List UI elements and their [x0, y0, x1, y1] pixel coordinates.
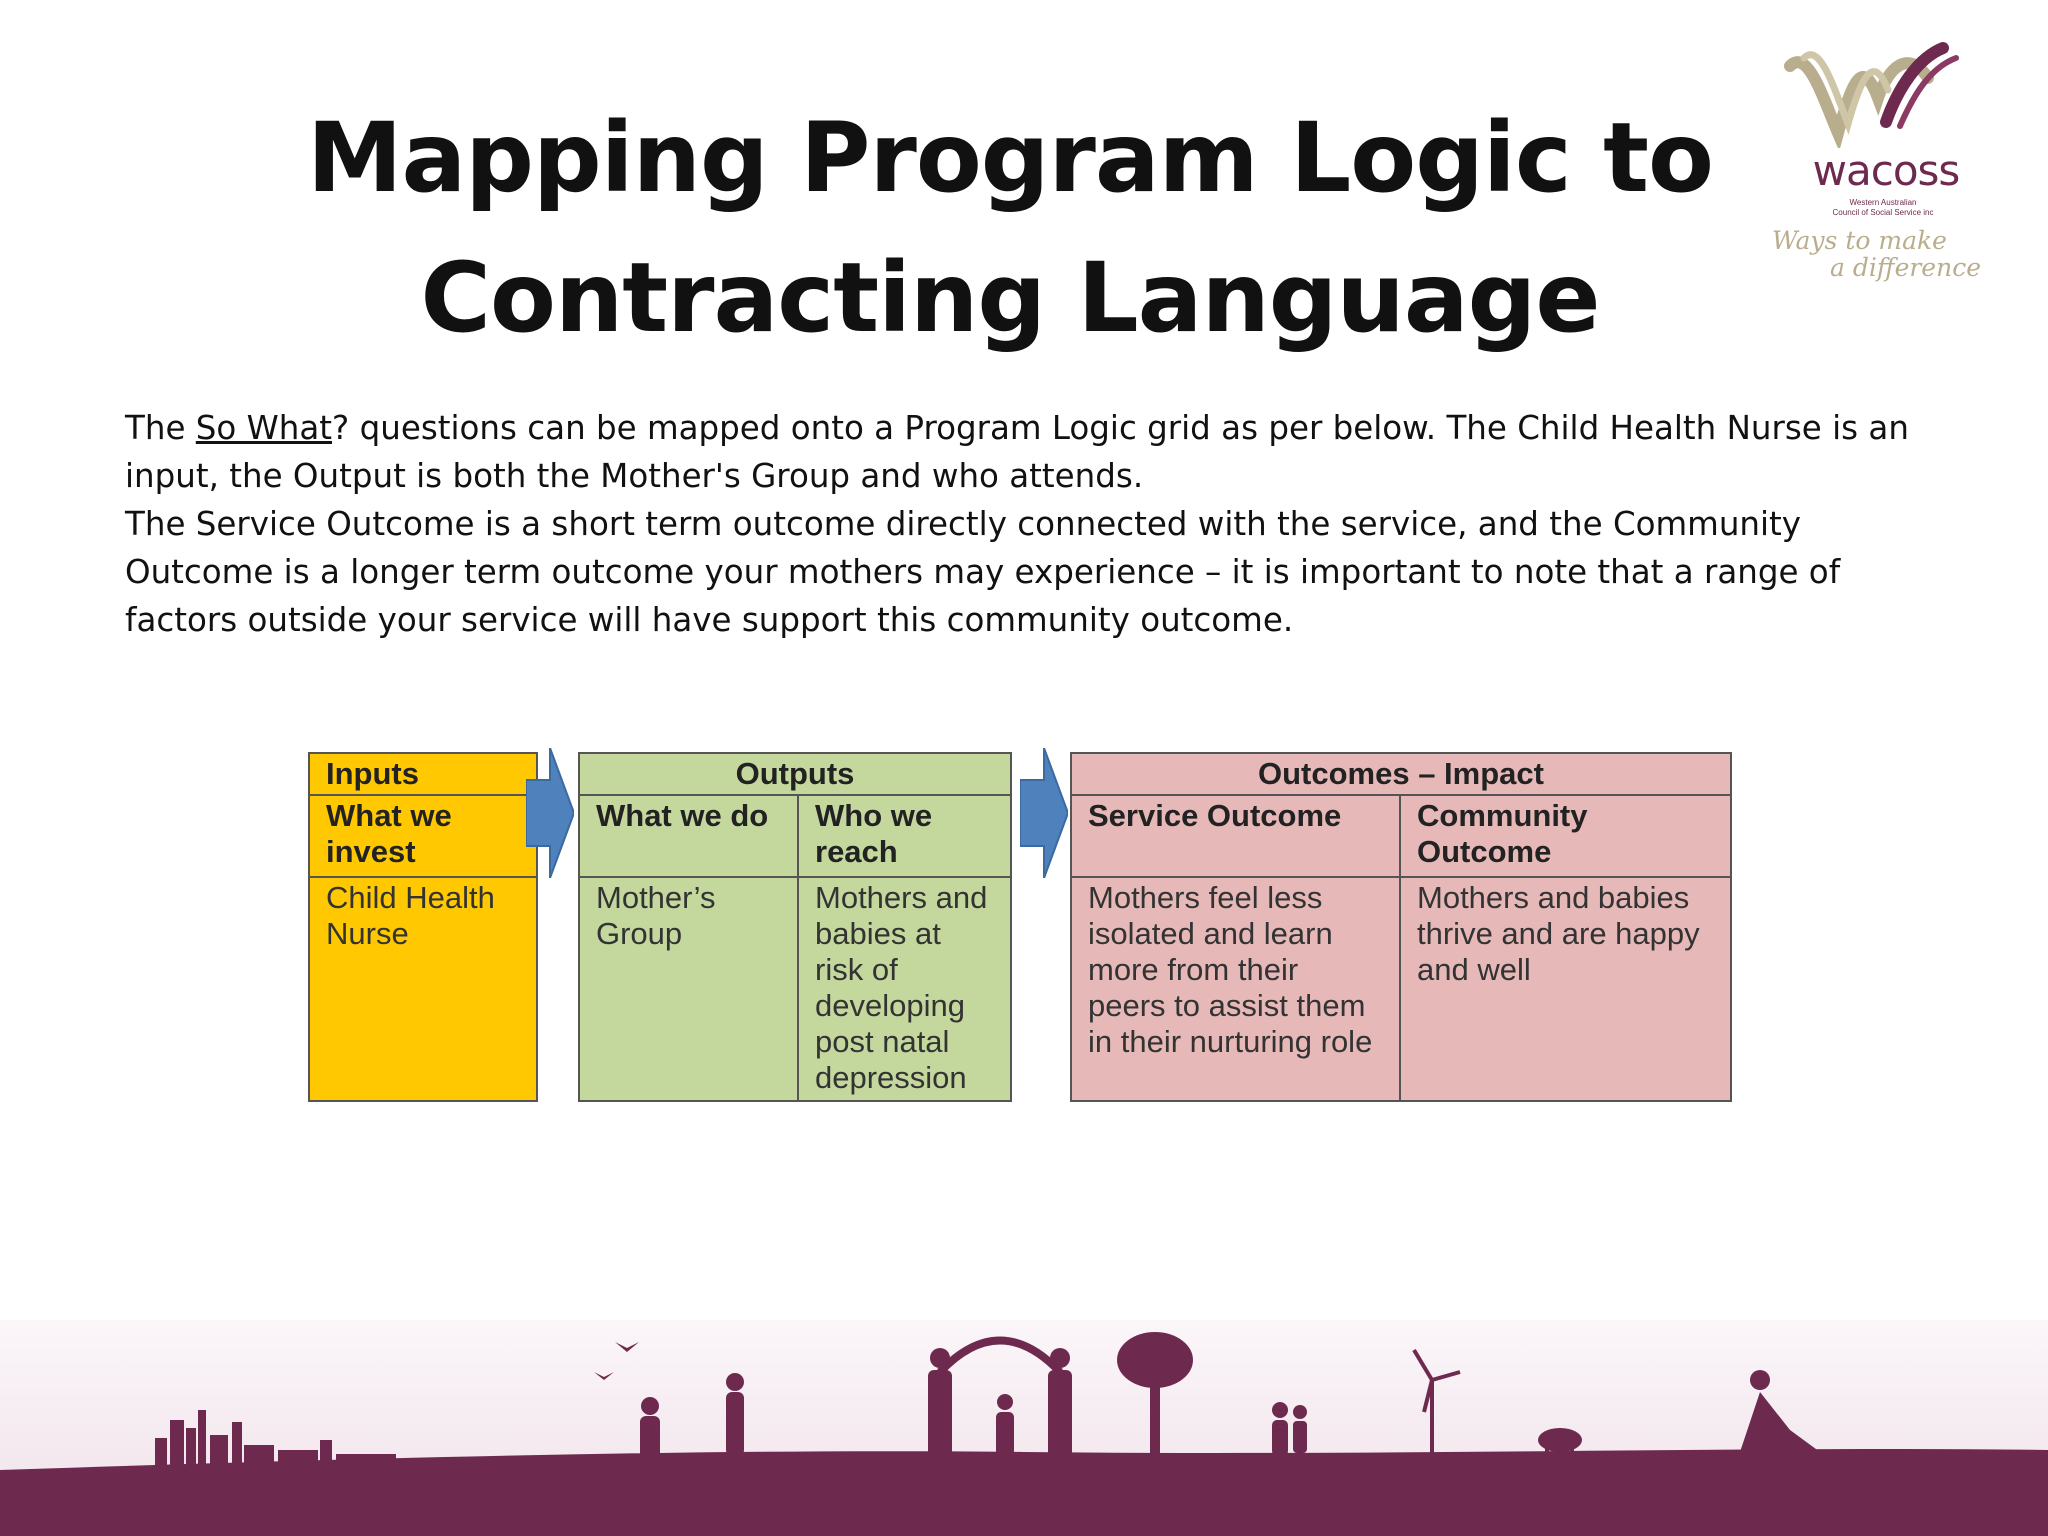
logo-org-name	[1778, 198, 1988, 218]
outputs-who-we-reach-cell: Mothers and babies at risk of developing post natal depression	[798, 877, 1011, 1101]
title-line-2: Contracting Language	[420, 242, 1600, 354]
service-outcome-header: Service Outcome	[1071, 795, 1400, 877]
wacoss-logo	[1768, 38, 1998, 298]
intro-p1-post: ? questions can be mapped onto a Program Logic grid as per below. The Child Health Nurse is an input, the Output is both the Mother's Group and who attends.	[125, 409, 1909, 495]
intro-p1-pre: The	[125, 409, 196, 447]
outcomes-grid	[1070, 752, 1732, 1102]
community-outcome-cell: Mothers and babies thrive and are happy and well	[1400, 877, 1731, 1101]
intro-text	[125, 404, 1925, 644]
logo-org-line-1: Western Australian	[1849, 198, 1917, 207]
inputs-subheader: What we invest	[309, 795, 537, 877]
logo-org-line-2: Council of Social Service inc	[1832, 208, 1934, 217]
inputs-header: Inputs	[309, 753, 537, 795]
service-outcome-cell: Mothers feel less isolated and learn more from their peers to assist them in their nurturing role	[1071, 877, 1400, 1101]
outputs-grid	[578, 752, 1012, 1102]
outputs-who-we-reach-header: Who we reach	[798, 795, 1011, 877]
inputs-grid	[308, 752, 538, 1102]
community-skyline-footer	[0, 1320, 2048, 1536]
outputs-what-we-do-header: What we do	[579, 795, 798, 877]
outputs-what-we-do-cell: Mother’s Group	[579, 877, 798, 1101]
inputs-cell: Child Health Nurse	[309, 877, 537, 1101]
logo-wave-icon	[1768, 38, 1998, 148]
logo-tagline-2: a difference	[1830, 253, 1982, 282]
arrow-right-icon	[1020, 748, 1068, 878]
intro-paragraph-1	[125, 404, 1925, 500]
arrow-right-icon	[526, 748, 574, 878]
title-line-1: Mapping Program Logic to	[306, 102, 1713, 214]
slide-title	[230, 88, 1790, 368]
intro-paragraph-2: The Service Outcome is a short term outcome directly connected with the service, and the Community Outcome is a longer term outcome your mothers may experience – it is important to note that a range of factors outside your service will have support this community outcome.	[125, 505, 1841, 639]
outputs-header: Outputs	[579, 753, 1011, 795]
logo-tagline-1: Ways to make	[1772, 226, 1947, 255]
so-what-text: So What	[195, 409, 333, 447]
logo-wordmark: wacoss	[1812, 146, 1960, 195]
outcomes-header: Outcomes – Impact	[1071, 753, 1731, 795]
community-outcome-header: Community Outcome	[1400, 795, 1731, 877]
